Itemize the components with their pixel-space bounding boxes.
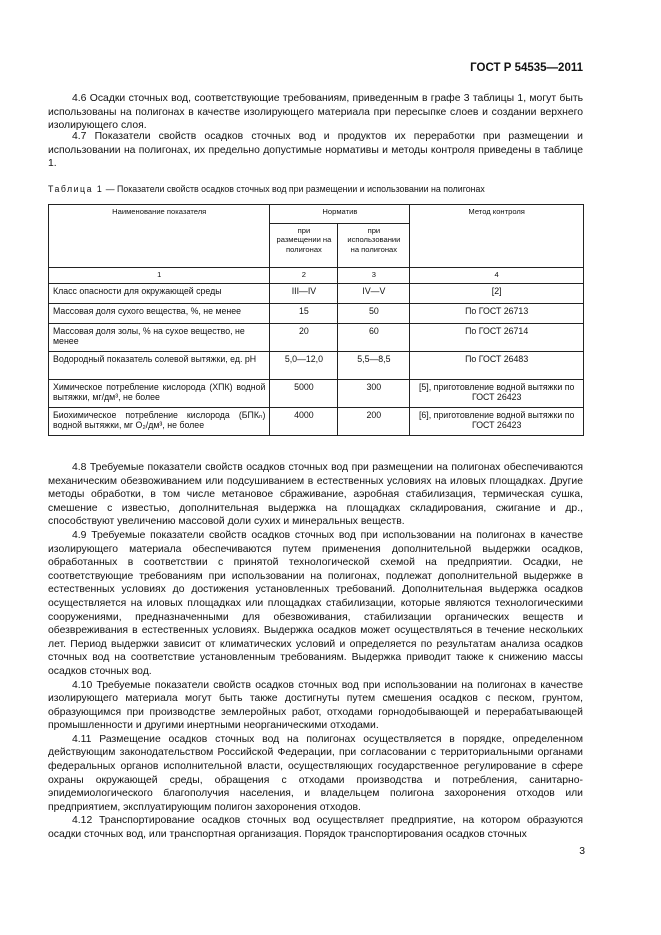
row-method: [6], приготовление водной вытяжки по ГОСТ 26423 xyxy=(410,407,584,435)
row-placement: 20 xyxy=(270,323,338,351)
header-name: Наименование показателя xyxy=(49,205,270,268)
row-placement: 5,0—12,0 xyxy=(270,351,338,379)
paragraphs-bottom xyxy=(48,461,583,842)
table-caption xyxy=(48,184,485,194)
paragraph-4-11: 4.11 Размещение осадков сточных вод на полигонах осуществляется в порядке, определенном действующим законодательством Российской Федерации, при согласовании с территориальными органами федеральных органов исполнительной власти, осуществляющих государственное регулирование в сфере охраны окружающей среды, обращения с отходами производства и потребления, санитарно-эпидемиологического благополучия населения, и владельцем полигона захоронения отходов или предприятием, эксплуатирующим полигон захоронения отходов. xyxy=(48,733,583,813)
row-name: Класс опасности для окружающей среды xyxy=(49,283,270,303)
document-header: ГОСТ Р 54535—2011 xyxy=(470,62,583,74)
paragraph-4-12: 4.12 Транспортирование осадков сточных вод осуществляет предприятие, на котором образуются осадки сточных вод, или транспортная организация. Порядок транспортирования осадков сточных xyxy=(48,815,583,841)
table-row xyxy=(49,379,584,407)
row-placement: III—IV xyxy=(270,283,338,303)
page-number: 3 xyxy=(579,846,585,857)
row-placement: 4000 xyxy=(270,407,338,435)
paragraph-4-8: 4.8 Требуемые показатели свойств осадков сточных вод при размещении на полигонах обеспечиваются механическим обезвоживанием или подсушиванием в естественных условиях на иловых площадках. Другие методы обработки, в том числе метановое сбраживание, аэробная стабилизация, термическая сушка, смешение с известью, дополнительная выдержка на площадках складирования, сжигание и др., способствуют увеличению массовой доли сухих и минеральных веществ. xyxy=(48,462,583,528)
row-use: IV—V xyxy=(338,283,410,303)
row-name: Химическое потребление кислорода (ХПК) водной вытяжки, мг/дм³, не более xyxy=(49,379,270,407)
header-norm: Норматив xyxy=(270,205,410,224)
row-method: По ГОСТ 26483 xyxy=(410,351,584,379)
table-caption-label: Таблица 1 xyxy=(48,184,104,194)
row-use: 300 xyxy=(338,379,410,407)
paragraph-4-10: 4.10 Требуемые показатели свойств осадков сточных вод при использовании на полигонах в качестве изолирующего материала могут быть также достигнуты путем смешения осадков с песком, грунтом, образующимся при производстве землеройных работ, отходами горнодобывающей и перерабатывающей промышленности и другими инертными неорганическими отходами. xyxy=(48,679,583,732)
header-norm-placement: при размещении на полигонах xyxy=(270,224,338,268)
row-name: Водородный показатель солевой вытяжки, ед. pH xyxy=(49,351,270,379)
row-name: Массовая доля золы, % на сухое вещество, не менее xyxy=(49,323,270,351)
row-name: Биохимическое потребление кислорода (БПКₙ) водной вытяжки, мг O₂/дм³, не более xyxy=(49,407,270,435)
paragraph-text: 4.6 Осадки сточных вод, соответствующие требованиям, приведенным в графе 3 таблицы 1, могут быть использованы на полигонах в качестве изолирующего материала при пересыпке слоев и создании верхнего изолирующего слоя. xyxy=(48,93,583,132)
row-method: По ГОСТ 26714 xyxy=(410,323,584,351)
table-row xyxy=(49,283,584,303)
column-number: 4 xyxy=(410,268,584,284)
header-norm-use: при использовании на полигонах xyxy=(338,224,410,268)
table-caption-text: — Показатели свойств осадков сточных вод при размещении и использовании на полигонах xyxy=(103,184,485,194)
table-header-row xyxy=(49,205,584,224)
row-use: 60 xyxy=(338,323,410,351)
row-use: 5,5—8,5 xyxy=(338,351,410,379)
header-method: Метод контроля xyxy=(410,205,584,268)
row-placement: 5000 xyxy=(270,379,338,407)
table-row xyxy=(49,407,584,435)
column-number: 1 xyxy=(49,268,270,284)
row-use: 200 xyxy=(338,407,410,435)
table-row xyxy=(49,351,584,379)
row-method: По ГОСТ 26713 xyxy=(410,303,584,323)
paragraph-4-9: 4.9 Требуемые показатели свойств осадков сточных вод при использовании на полигонах в качестве изолирующего материала обеспечиваются путем применения дополнительной выдержки осадков, обработанных в соответствии с принятой технологической схемой на предприятии. Осадки, не соответствующие требованиям при использовании на полигонах, подлежат дополнительной выдержке в естественных условиях до достижения установленных требований. Дополнительная выдержка осадков осуществляется на иловых площадках или площадках стабилизации, которые являются технологическими сооружениями, предназначенными для обезвоживания, стабилизации органических веществ и обезвреживания в естественных условиях. Выдержка осадков может осуществляться в течение нескольких лет. Период выдержки зависит от климатических условий и определяется по результатам анализа осадков сточных вод на соответствие установленным требованиям. Выдержка приводит также к снижению массы осадков сточных вод. xyxy=(48,529,583,677)
table-row xyxy=(49,303,584,323)
paragraph-4-6 xyxy=(48,92,583,133)
properties-table xyxy=(48,204,584,436)
column-number: 3 xyxy=(338,268,410,284)
table-row xyxy=(49,323,584,351)
row-use: 50 xyxy=(338,303,410,323)
paragraph-4-7 xyxy=(48,130,583,171)
column-number: 2 xyxy=(270,268,338,284)
row-name: Массовая доля сухого вещества, %, не менее xyxy=(49,303,270,323)
column-numbers-row xyxy=(49,268,584,284)
row-method: [2] xyxy=(410,283,584,303)
paragraph-text: 4.7 Показатели свойств осадков сточных вод и продуктов их переработки при размещении и использовании на полигонах, их предельно допустимые нормативы и методы контроля приведены в таблице 1. xyxy=(48,131,583,170)
row-placement: 15 xyxy=(270,303,338,323)
row-method: [5], приготовление водной вытяжки по ГОСТ 26423 xyxy=(410,379,584,407)
